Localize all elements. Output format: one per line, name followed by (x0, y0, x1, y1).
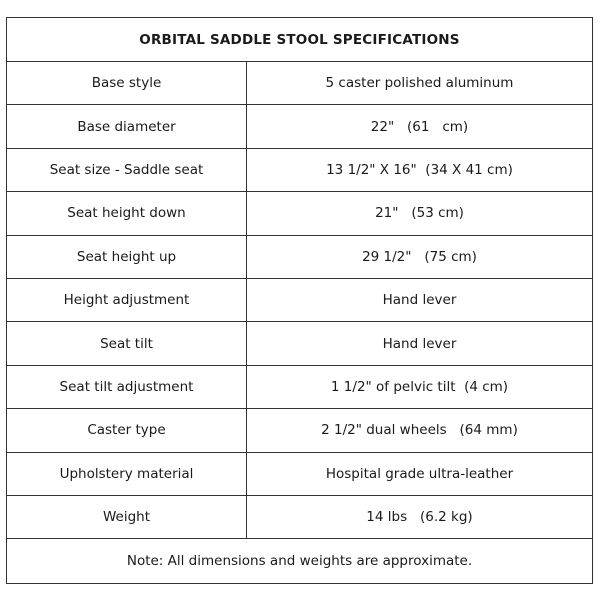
spec-value: 22" (61 cm) (370, 118, 469, 135)
spec-value: Hand lever (382, 292, 457, 309)
footnote: Note: All dimensions and weights are approximate. (126, 553, 473, 570)
spec-label: Weight (7, 496, 247, 538)
spec-label: Caster type (7, 409, 247, 451)
table-row (7, 366, 592, 409)
spec-label: Height adjustment (7, 279, 247, 321)
spec-label: Seat tilt adjustment (7, 366, 247, 408)
table-row (7, 105, 592, 148)
table-title: ORBITAL SADDLE STOOL SPECIFICATIONS (7, 18, 592, 62)
table-row (7, 322, 592, 365)
spec-label: Seat height down (7, 192, 247, 234)
spec-value: 29 1/2" (75 cm) (362, 248, 477, 265)
table-row (7, 409, 592, 452)
table-row (7, 192, 592, 235)
table-row (7, 62, 592, 105)
spec-value: 13 1/2" X 16" (34 X 41 cm) (326, 161, 513, 178)
spec-value: Hospital grade ultra-leather (325, 465, 514, 482)
spec-value: 2 1/2" dual wheels (64 mm) (321, 422, 518, 439)
spec-label: Base diameter (7, 105, 247, 147)
spec-value: 21" (53 cm) (375, 205, 464, 222)
spec-value: Hand lever (382, 335, 457, 352)
spec-value: 14 lbs (6.2 kg) (366, 509, 473, 526)
table-row (7, 279, 592, 322)
spec-value: 5 caster polished aluminum (325, 75, 514, 92)
spec-label: Base style (7, 62, 247, 104)
table-row (7, 453, 592, 496)
spec-label: Seat height up (7, 236, 247, 278)
spec-label: Upholstery material (7, 453, 247, 495)
table-row (7, 149, 592, 192)
table-row (7, 236, 592, 279)
spec-label: Seat size - Saddle seat (7, 149, 247, 191)
spec-value: 1 1/2" of pelvic tilt (4 cm) (330, 378, 509, 395)
spec-label: Seat tilt (7, 322, 247, 364)
table-row (7, 496, 592, 539)
specifications-table (6, 17, 593, 584)
